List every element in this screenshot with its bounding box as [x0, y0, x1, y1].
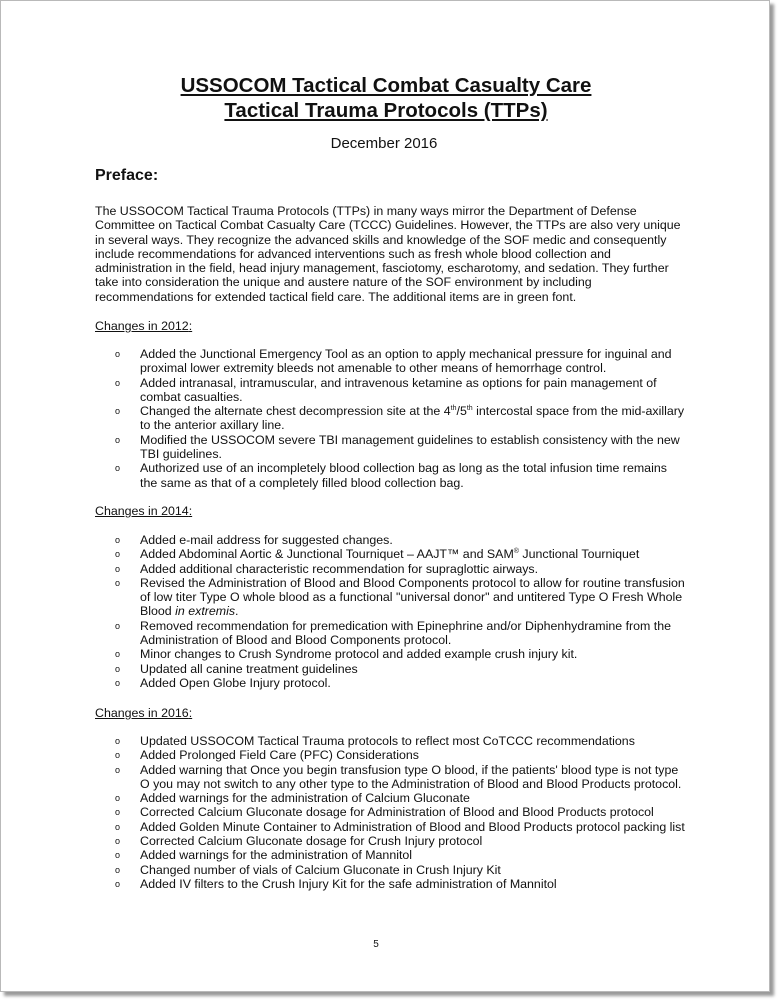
list-item	[115, 647, 685, 661]
bullet-icon: o	[115, 764, 121, 775]
list-item-text: Added Open Globe Injury protocol.	[140, 675, 331, 690]
list-item	[115, 404, 685, 433]
list-item-text: Revised the Administration of Blood and Blood Components protocol to allow for routine transfusion of low titer Type O whole blood as a functional "universal donor" and untitered Type O Fresh Whole Blood	[140, 575, 685, 619]
changes-2012-heading-text: Changes in 2012	[95, 319, 189, 333]
changes-2014-list	[115, 533, 685, 690]
list-item-text: Updated all canine treatment guidelines	[140, 661, 358, 676]
list-item	[115, 619, 685, 648]
list-item	[115, 734, 685, 748]
bullet-icon: o	[115, 864, 121, 875]
bullet-icon: o	[115, 463, 121, 474]
list-item	[115, 748, 685, 762]
list-item-text: Junctional Tourniquet	[518, 547, 640, 562]
list-item-text: Removed recommendation for premedication with Epinephrine and/or Diphenhydramine from the Administration of Blood and Blood Components protocol.	[140, 618, 672, 648]
bullet-icon: o	[115, 850, 121, 861]
bullet-icon: o	[115, 807, 121, 818]
changes-2014-heading-colon: :	[188, 504, 193, 518]
superscript-text: th	[466, 405, 473, 413]
list-item	[115, 376, 685, 405]
list-item	[115, 805, 685, 819]
list-item-text: Added the Junctional Emergency Tool as an option to apply mechanical pressure for inguinal and proximal lower extremity bleeds not amenable to other means of hemorrhage control.	[140, 347, 672, 376]
changes-2012-heading-colon: :	[188, 319, 193, 333]
bullet-icon: o	[115, 793, 121, 804]
bullet-icon: o	[115, 663, 121, 674]
bullet-icon: o	[115, 377, 121, 388]
document-date: December 2016	[330, 135, 438, 152]
list-item-text: /5	[456, 404, 467, 419]
list-item-text: .	[235, 604, 239, 619]
bullet-icon: o	[115, 577, 121, 588]
list-item-text: Changed number of vials of Calcium Gluconate in Crush Injury Kit	[140, 862, 501, 877]
list-item-text: Added Golden Minute Container to Administration of Blood and Blood Products protocol packing list	[140, 819, 685, 834]
list-item	[115, 676, 685, 690]
bullet-icon: o	[115, 750, 121, 761]
list-item-text: Added Prolonged Field Care (PFC) Considerations	[140, 748, 419, 763]
list-item	[115, 576, 685, 619]
document-title-line-1: USSOCOM Tactical Combat Casualty Care	[180, 74, 592, 97]
list-item-text: Minor changes to Crush Syndrome protocol and added example crush injury kit.	[140, 647, 578, 662]
bullet-icon: o	[115, 878, 121, 889]
changes-2012-list	[115, 347, 685, 490]
list-item	[115, 461, 685, 490]
list-item	[115, 562, 685, 576]
bullet-icon: o	[115, 349, 121, 359]
list-item	[115, 877, 685, 891]
list-item	[115, 848, 685, 862]
changes-2016-heading	[95, 706, 192, 720]
list-item	[115, 763, 685, 792]
list-item-text: intercostal space from the mid-axillary to the anterior axillary line.	[140, 404, 685, 433]
bullet-icon: o	[115, 620, 121, 631]
preface-paragraph: The USSOCOM Tactical Trauma Protocols (TTPs) in many ways mirror the Department of Defense Committee on Tactical Combat Casualty Care (TCCC) Guidelines. However, the TTPs are also very unique in several ways. They recognize the advanced skills and knowledge of the SOF medic and consequently include recommendations for advanced interventions such as fresh whole blood collection and administration in the field, head injury management, fasciotomy, escharotomy, and sedation. They further take into consideration the unique and austere nature of the SOF environment by including recommendations for extended tactical field care. The additional items are in green font.	[95, 204, 681, 304]
list-item	[115, 791, 685, 805]
emphasized-text: in extremis	[175, 604, 236, 619]
bullet-icon: o	[115, 434, 121, 445]
list-item-text: Updated USSOCOM Tactical Trauma protocols to reflect most CoTCCC recommendations	[140, 734, 635, 748]
list-item-text: Added additional characteristic recommendation for supraglottic airways.	[140, 561, 539, 576]
list-item	[115, 834, 685, 848]
changes-2016-list	[115, 734, 685, 891]
list-item-text: Added warnings for the administration of Calcium Gluconate	[140, 791, 470, 806]
bullet-icon: o	[115, 821, 121, 832]
list-item	[115, 347, 685, 376]
bullet-icon: o	[115, 736, 121, 746]
bullet-icon: o	[115, 563, 121, 574]
list-item	[115, 863, 685, 877]
list-item	[115, 547, 685, 561]
superscript-text: th	[450, 405, 457, 413]
superscript-text: ®	[513, 548, 519, 556]
list-item-text: Corrected Calcium Gluconate dosage for Crush Injury protocol	[140, 834, 483, 849]
changes-2016-heading-colon: :	[188, 706, 193, 720]
changes-2014-heading	[95, 504, 192, 518]
bullet-icon: o	[115, 836, 121, 847]
bullet-icon: o	[115, 406, 121, 417]
list-item-text: Added warning that Once you begin transfusion type O blood, if the patients' blood type is not type O you may not switch to any other type to the Administration of Blood and Blood Products protocol.	[140, 762, 682, 791]
document-title-line-2: Tactical Trauma Protocols (TTPs)	[224, 99, 548, 122]
bullet-icon: o	[115, 677, 121, 688]
list-item-text: Authorized use of an incompletely blood collection bag as long as the total infusion time remains the same as that of a completely filled blood collection bag.	[140, 461, 667, 490]
preface-heading: Preface:	[95, 167, 159, 184]
changes-2012-heading	[95, 319, 192, 333]
list-item-text: Added warnings for the administration of Mannitol	[140, 848, 413, 863]
list-item-text: Added intranasal, intramuscular, and intravenous ketamine as options for pain management of combat casualties.	[140, 375, 657, 404]
changes-2016-heading-text: Changes in 2016	[95, 706, 189, 720]
changes-2014-heading-text: Changes in 2014	[95, 504, 189, 518]
list-item-text: Corrected Calcium Gluconate dosage for Administration of Blood and Blood Products protocol	[140, 805, 654, 820]
list-item-text: Added Abdominal Aortic & Junctional Tourniquet – AAJT™ and SAM	[140, 547, 514, 562]
list-item	[115, 662, 685, 676]
bullet-icon: o	[115, 535, 121, 545]
list-item-text: Changed the alternate chest decompression site at the 4	[140, 404, 451, 419]
bullet-icon: o	[115, 649, 121, 660]
list-item-text: Added IV filters to the Crush Injury Kit for the safe administration of Mannitol	[140, 876, 557, 891]
list-item	[115, 533, 685, 547]
list-item	[115, 433, 685, 462]
page-number: 5	[373, 939, 379, 950]
bullet-icon: o	[115, 549, 121, 560]
list-item-text: Modified the USSOCOM severe TBI management guidelines to establish consistency with the new TBI guidelines.	[140, 432, 680, 462]
list-item-text: Added e-mail address for suggested changes.	[140, 533, 393, 547]
list-item	[115, 820, 685, 834]
